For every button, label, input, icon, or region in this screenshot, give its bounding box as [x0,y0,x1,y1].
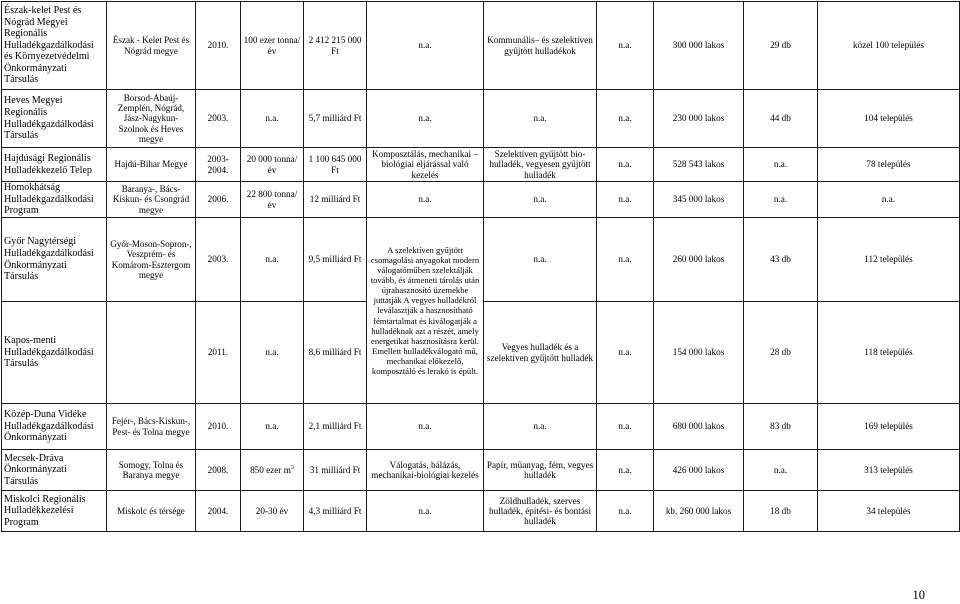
treatment-cell: Válogatás, bálázás, mechanikai-biológiai kezelés [367,450,484,491]
collection-cell: Vegyes hulladék és a szelektíven gyűjtött hulladék [484,302,597,404]
treatment-cell: n.a. [367,491,484,532]
settlements-cell: 112 település [818,218,960,302]
region-cell: Baranya-, Bács-Kiskun- és Csongrád megye [107,182,196,218]
population-cell: 528 543 lakos [654,148,744,182]
collection-cell: n.a. [484,182,597,218]
waste-management-table [1,1,960,532]
capacity-cell: n.a. [241,90,304,148]
population-cell: 260 000 lakos [654,218,744,302]
year-cell: 2011. [196,302,241,404]
cost-cell: 2,1 milliárd Ft [304,404,367,450]
year-cell: 2010. [196,2,241,90]
region-cell [107,302,196,404]
data-cell: n.a. [597,2,654,90]
table-row [2,182,960,218]
data-cell: n.a. [597,302,654,404]
table-row [2,404,960,450]
table-row [2,2,960,90]
db-cell: 83 db [744,404,818,450]
population-cell: 154 000 lakos [654,302,744,404]
population-cell: kb. 260 000 lakos [654,491,744,532]
data-cell: n.a. [597,182,654,218]
collection-cell: Papír, műanyag, fém, vegyes hulladék [484,450,597,491]
settlements-cell: 78 település [818,148,960,182]
table-row [2,148,960,182]
region-cell: Borsod-Abaúj-Zemplén, Nógrád, Jász-Nagykun-Szolnok és Heves megye [107,90,196,148]
capacity-cell: 100 ezer tonna/év [241,2,304,90]
organization-name: Győr Nagytérségi Hulladékgazdálkodási Önkormányzati Társulás [2,218,107,302]
organization-name: Miskolci Regionális Hulladékkezelési Program [2,491,107,532]
settlements-cell: 313 település [818,450,960,491]
treatment-cell: Komposztálás, mechanikai –biológiai eljárással való kezelés [367,148,484,182]
organization-name: Kapos-menti Hulladékgazdálkodási Társulás [2,302,107,404]
population-cell: 426 000 lakos [654,450,744,491]
organization-name: Heves Megyei Regionális Hulladékgazdálkodási Társulás [2,90,107,148]
population-cell: 230 000 lakos [654,90,744,148]
year-cell: 2006. [196,182,241,218]
cost-cell: 8,6 milliárd Ft [304,302,367,404]
capacity-unit-superscript: 3 [290,464,294,471]
population-cell: 345 000 lakos [654,182,744,218]
cost-cell: 31 milliárd Ft [304,450,367,491]
data-cell: n.a. [597,491,654,532]
collection-cell: Szelektíven gyűjtött bio-hulladék, vegyesen gyűjtött hulladék [484,148,597,182]
settlements-cell: közel 100 település [818,2,960,90]
year-cell: 2003. [196,218,241,302]
organization-name: Észak-kelet Pest és Nógrád Megyei Regionális Hulladékgazdálkodási és Környezetvédelmi Önkormányzati Társulás [2,2,107,90]
db-cell: 28 db [744,302,818,404]
population-cell: 680 000 lakos [654,404,744,450]
capacity-cell: n.a. [241,302,304,404]
db-cell: 18 db [744,491,818,532]
capacity-cell: 22 800 tonna/év [241,182,304,218]
data-cell: n.a. [597,450,654,491]
year-cell: 2008. [196,450,241,491]
table-row [2,450,960,491]
region-cell: Miskolc és térsége [107,491,196,532]
table-row [2,491,960,532]
cost-cell: 2 412 215 000 Ft [304,2,367,90]
year-cell: 2004. [196,491,241,532]
population-cell: 300 000 lakos [654,2,744,90]
db-cell: 29 db [744,2,818,90]
db-cell: n.a. [744,148,818,182]
settlements-cell: 118 település [818,302,960,404]
capacity-cell: n.a. [241,404,304,450]
settlements-cell: 104 település [818,90,960,148]
organization-name: Mecsek-Dráva Önkormányzati Társulás [2,450,107,491]
data-cell: n.a. [597,148,654,182]
settlements-cell: n.a. [818,182,960,218]
organization-name: Homokhátság Hulladékgazdálkodási Program [2,182,107,218]
region-cell: Somogy, Tolna és Baranya megye [107,450,196,491]
collection-cell: n.a. [484,218,597,302]
collection-cell: Zöldhulladék, szerves hulladék, építési- és bontási hulladék [484,491,597,532]
region-cell: Fejér-, Bács-Kiskun-, Pest- és Tolna megye [107,404,196,450]
treatment-cell: n.a. [367,182,484,218]
capacity-cell: n.a. [241,218,304,302]
db-cell: 44 db [744,90,818,148]
cost-cell: 1 100 645 000 Ft [304,148,367,182]
db-cell: n.a. [744,450,818,491]
region-cell: Észak - Kelet Pest és Nógrád megye [107,2,196,90]
collection-cell: n.a. [484,404,597,450]
treatment-cell: A szelektíven gyűjtött csomagolási anyagokat modern válogatóműben szelektálják tovább, és átmeneti tárolás után újrahasznosító üzemekbe juttatják A vegyes hulladékról leválasztják a hasznosítható fémtartalmat és kiválogatják a hulladéknak azt a részét, amely energetikai hasznosításra kerül. Emellett hulladékválogató mű, mechanikai előkezelő, komposztáló és lerakó is épült. [367,218,484,404]
year-cell: 2003-2004. [196,148,241,182]
cost-cell: 12 milliárd Ft [304,182,367,218]
capacity-value: 850 ezer m [250,464,291,475]
organization-name: Hajdúsági Regionális Hulladékkezelő Telep [2,148,107,182]
cost-cell: 5,7 milliárd Ft [304,90,367,148]
cost-cell: 4,3 milliárd Ft [304,491,367,532]
settlements-cell: 34 település [818,491,960,532]
page-number: 10 [912,588,925,602]
capacity-cell [241,450,304,491]
data-cell: n.a. [597,90,654,148]
region-cell: Hajdú-Bihar Megye [107,148,196,182]
region-cell: Győr-Moson-Sopron-, Veszprém- és Komárom-Esztergom megye [107,218,196,302]
data-cell: n.a. [597,218,654,302]
cost-cell: 9,5 milliárd Ft [304,218,367,302]
capacity-cell: 20-30 év [241,491,304,532]
collection-cell: Kommunális– és szelektíven gyűjtött hulladékok [484,2,597,90]
data-cell: n.a. [597,404,654,450]
db-cell: n.a. [744,182,818,218]
collection-cell: n.a. [484,90,597,148]
treatment-cell: n.a. [367,404,484,450]
capacity-cell: 20 000 tonna/év [241,148,304,182]
organization-name: Közép-Duna Vidéke Hulladékgazdálkodási Önkormányzati [2,404,107,450]
year-cell: 2003. [196,90,241,148]
treatment-cell: n.a. [367,2,484,90]
table-row [2,218,960,302]
year-cell: 2010. [196,404,241,450]
db-cell: 43 db [744,218,818,302]
treatment-cell: n.a. [367,90,484,148]
table-row [2,90,960,148]
settlements-cell: 169 település [818,404,960,450]
